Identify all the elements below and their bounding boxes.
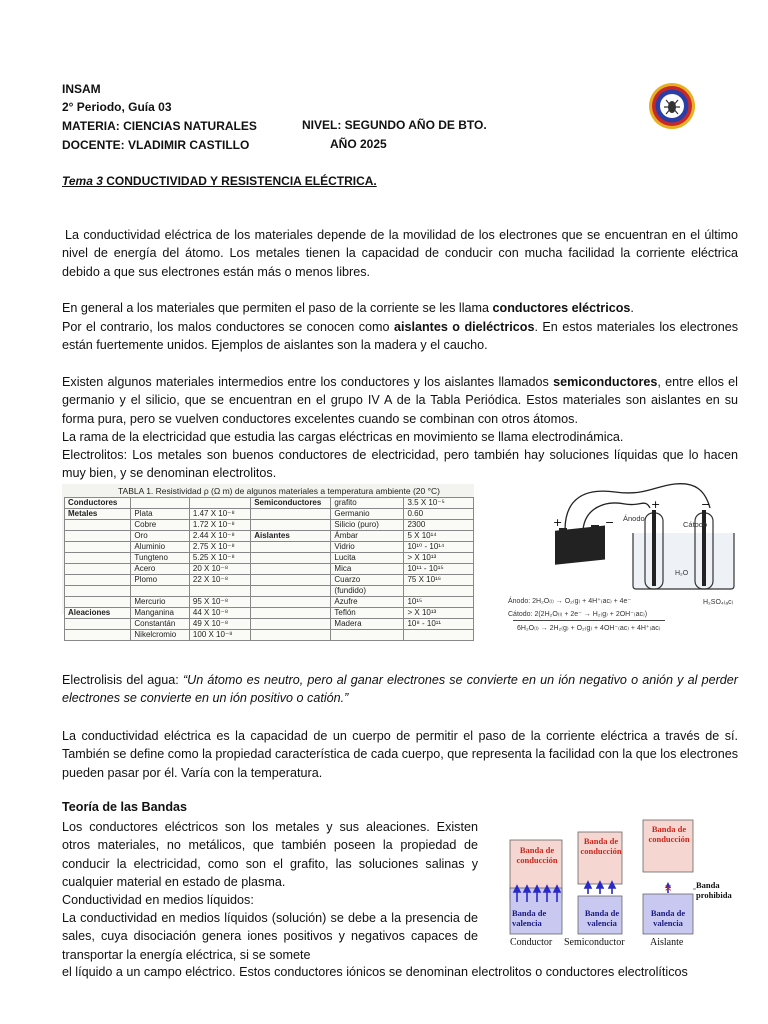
table-cell: Nikelcromio xyxy=(131,630,190,641)
table-row xyxy=(65,586,474,597)
table-cell: 49 X 10⁻⁸ xyxy=(189,619,250,630)
table-cell xyxy=(65,586,131,597)
table-cell: 100 X 10⁻⁸ xyxy=(189,630,250,641)
conductor-caption: Conductor xyxy=(510,937,553,948)
table-cell xyxy=(65,553,131,564)
table-row xyxy=(65,597,474,608)
cathode-label: Cátodo xyxy=(683,520,708,529)
forbidden-band-label: Banda prohibida xyxy=(696,880,732,900)
table-cell: 10⁸ - 10¹¹ xyxy=(404,619,474,630)
insulator-valence-band: Banda de valencia xyxy=(650,908,686,928)
table-cell: > X 10¹³ xyxy=(404,608,474,619)
table-cell: Plata xyxy=(131,509,190,520)
table-row xyxy=(65,531,474,542)
topic-heading xyxy=(62,174,377,188)
conductor-valence-band: Banda de valencia xyxy=(512,908,547,928)
electrolysis-quote: “Un átomo es neutro, pero al ganar electrones se convierte en un ión negativo o anión y al perder electrones se convierte en un ión positivo o catión.” xyxy=(62,673,738,706)
topic-title: CONDUCTIVIDAD Y RESISTENCIA ELÉCTRICA. xyxy=(106,174,377,188)
table-cell: Aluminio xyxy=(131,542,190,553)
table-cell xyxy=(65,630,131,641)
table-cell xyxy=(251,520,331,531)
paragraph-electrolytes: Electrolitos: Los metales son buenos conductores de electricidad, pero también hay soluciones líquidas que lo hacen muy bien, y se denominan electrolitos. xyxy=(62,448,738,481)
insulator-conduction-band: Banda de conducción xyxy=(648,824,690,844)
table-cell xyxy=(251,608,331,619)
table-cell: Aleaciones xyxy=(65,608,131,619)
table-cell: Teflón xyxy=(331,608,404,619)
table-cell: 2.75 X 10⁻⁸ xyxy=(189,542,250,553)
table-cell: Constantán xyxy=(131,619,190,630)
table-cell: 2300 xyxy=(404,520,474,531)
table-cell: Metales xyxy=(65,509,131,520)
paragraph-semiconductors: Existen algunos materiales intermedios entre los conductores y los aislantes llamados semiconductores, entre ellos el germanio y el silicio, que se encuentran en el grupo IV A de la Tabla Periódica. Estos materiales son aislantes en su forma pura, pero se vuelven conductores excelentes cuando se combinan con otros átomos. xyxy=(62,375,738,426)
table-cell: Manganina xyxy=(131,608,190,619)
term-semiconductors: semiconductores xyxy=(553,375,658,389)
table-cell xyxy=(331,630,404,641)
equation-divider xyxy=(513,620,665,621)
table-cell xyxy=(65,542,131,553)
semiconductor-conduction-band: Banda de conducción xyxy=(580,836,622,856)
table-cell: 2.44 X 10⁻⁸ xyxy=(189,531,250,542)
table-cell xyxy=(251,586,331,597)
table-cell: > X 10¹³ xyxy=(404,553,474,564)
acid-label: H₂SO₄₍ₐc₎ xyxy=(703,599,734,606)
table-cell xyxy=(189,498,250,509)
table-cell xyxy=(251,597,331,608)
table-cell xyxy=(251,564,331,575)
table-cell: Mica xyxy=(331,564,404,575)
table-cell: 5 X 10¹⁴ xyxy=(404,531,474,542)
level-line: NIVEL: SEGUNDO AÑO DE BTO. xyxy=(302,118,487,132)
school-name: INSAM xyxy=(62,82,101,96)
table-cell xyxy=(251,542,331,553)
svg-text:+: + xyxy=(553,516,563,529)
water-label: H₂O xyxy=(675,570,689,577)
table-cell xyxy=(404,586,474,597)
paragraph-liquid-heading: Conductividad en medios líquidos: xyxy=(62,893,254,907)
overall-equation: 6H₂O₍ₗ₎ → 2H₂₍g₎ + O₂₍g₎ + 4OH⁻₍ac₎ + 4H⁺₍ac₎ xyxy=(517,625,661,632)
paragraph-conductivity: La conductividad eléctrica es la capacidad de un cuerpo de permitir el paso de la corriente eléctrica a través de sí. También se define como la propiedad característica de cada cuerpo, que representa la facilidad con la que los electrones pueden pasar por él. Varía con la temperatura. xyxy=(62,729,738,780)
svg-text:−: − xyxy=(605,516,615,529)
table-cell: Azufre xyxy=(331,597,404,608)
electrolysis-diagram xyxy=(505,478,745,640)
table-cell: Madera xyxy=(331,619,404,630)
paragraph-band-conductors: Los conductores eléctricos son los metales y sus aleaciones. Existen otros materiales, no metálicos, que también poseen la propiedad de conducir la electricidad, como son el grafito, las soluciones salinas y cualquier material en estado de plasma. xyxy=(62,820,478,889)
table-cell: 10¹⁵ xyxy=(404,597,474,608)
table-cell xyxy=(251,630,331,641)
paragraph-conductors: En general a los materiales que permiten el paso de la corriente se les llama conductores eléctricos. xyxy=(62,301,634,315)
bands-heading: Teoría de las Bandas xyxy=(62,800,188,814)
table-cell: Ámbar xyxy=(331,531,404,542)
table-cell: Conductores xyxy=(65,498,131,509)
table-cell xyxy=(65,575,131,586)
table-cell xyxy=(404,630,474,641)
insulator-caption: Aislante xyxy=(650,937,684,948)
cathode-equation: Cátodo: 2(2H₂O₍ₗ₎ + 2e⁻ → H₂₍g₎ + 2OH⁻₍ac₎) xyxy=(508,611,648,618)
table-cell: Cuarzo xyxy=(331,575,404,586)
table-cell: Silicio (puro) xyxy=(331,520,404,531)
table-cell: Vidrio xyxy=(331,542,404,553)
school-logo-icon xyxy=(648,82,696,130)
band-theory-diagram xyxy=(500,790,750,950)
table-cell xyxy=(65,531,131,542)
term-conductors: conductores eléctricos xyxy=(492,301,631,315)
table-cell: Acero xyxy=(131,564,190,575)
table-cell: 10¹⁰ - 10¹⁴ xyxy=(404,542,474,553)
table-cell xyxy=(65,520,131,531)
table-cell xyxy=(65,619,131,630)
table-cell: Oro xyxy=(131,531,190,542)
period-guide: 2° Periodo, Guía 03 xyxy=(62,100,172,114)
table-row xyxy=(65,498,474,509)
electrolysis-apparatus-icon xyxy=(505,478,745,590)
table-cell: Cobre xyxy=(131,520,190,531)
table-row xyxy=(65,575,474,586)
table-cell: 1.47 X 10⁻⁸ xyxy=(189,509,250,520)
table-cell xyxy=(131,586,190,597)
table-row xyxy=(65,520,474,531)
table-cell: (fundido) xyxy=(331,586,404,597)
table-cell: Lucita xyxy=(331,553,404,564)
table-cell: 20 X 10⁻⁸ xyxy=(189,564,250,575)
resistivity-table-figure xyxy=(62,484,474,639)
svg-text:+: + xyxy=(651,498,661,511)
year-line: AÑO 2025 xyxy=(330,137,387,151)
table-cell: 3.5 X 10⁻⁵ xyxy=(404,498,474,509)
table-caption: TABLA 1. Resistividad ρ (Ω m) de algunos materiales a temperatura ambiente (20 °C) xyxy=(118,486,440,496)
subject-line: MATERIA: CIENCIAS NATURALES xyxy=(62,119,257,133)
teacher-line: DOCENTE: VLADIMIR CASTILLO xyxy=(62,138,250,152)
table-row xyxy=(65,619,474,630)
table-cell: grafito xyxy=(331,498,404,509)
table-cell xyxy=(251,509,331,520)
table-row xyxy=(65,630,474,641)
topic-label: Tema 3 xyxy=(62,174,103,188)
table-cell: Aislantes xyxy=(251,531,331,542)
paragraph-electrodynamics: La rama de la electricidad que estudia las cargas eléctricas en movimiento se llama electrodinámica. xyxy=(62,430,624,444)
table-cell: Germanio xyxy=(331,509,404,520)
table-cell: 44 X 10⁻⁸ xyxy=(189,608,250,619)
anode-label: Ánodo xyxy=(623,514,645,523)
table-row xyxy=(65,564,474,575)
svg-text:−: − xyxy=(701,498,711,511)
table-cell: Tungteno xyxy=(131,553,190,564)
table-cell: 10¹¹ - 10¹⁵ xyxy=(404,564,474,575)
table-cell: 1.72 X 10⁻⁸ xyxy=(189,520,250,531)
table-cell xyxy=(251,553,331,564)
table-cell xyxy=(189,586,250,597)
resistivity-table xyxy=(64,497,474,641)
table-cell xyxy=(65,564,131,575)
table-row xyxy=(65,509,474,520)
table-cell: 95 X 10⁻⁸ xyxy=(189,597,250,608)
table-cell: 22 X 10⁻⁸ xyxy=(189,575,250,586)
table-cell: Mercurio xyxy=(131,597,190,608)
table-row xyxy=(65,608,474,619)
svg-text:×: × xyxy=(664,883,673,894)
table-cell: Plomo xyxy=(131,575,190,586)
paragraph-insulators: Por el contrario, los malos conductores se conocen como aislantes o dieléctricos. En estos materiales los electrones están fuertemente unidos. Ejemplos de aislantes son la madera y el caucho. xyxy=(62,320,738,353)
anode-equation: Ánodo: 2H₂O₍ₗ₎ → O₂₍g₎ + 4H⁺₍ac₎ + 4e⁻ xyxy=(508,598,632,605)
paragraph-liquid-conductivity: La conductividad en medios líquidos (solución) se debe a la presencia de sales, cuya disociación genera iones positivos y negativos capaces de transportar la energía eléctrica, si se somete xyxy=(62,911,478,962)
table-cell: 75 X 10¹⁶ xyxy=(404,575,474,586)
table-cell: 0.60 xyxy=(404,509,474,520)
table-cell xyxy=(65,597,131,608)
table-cell xyxy=(131,498,190,509)
paragraph-ionic-conductors: el líquido a un campo eléctrico. Estos conductores iónicos se denominan electrolitos o conductores electrolíticos xyxy=(62,965,688,979)
semiconductor-valence-band: Banda de valencia xyxy=(584,908,620,928)
semiconductor-caption: Semiconductor xyxy=(564,937,625,948)
table-cell: Semiconductores xyxy=(251,498,331,509)
table-cell xyxy=(251,619,331,630)
paragraph-electrolysis: Electrolisis del agua: “Un átomo es neutro, pero al ganar electrones se convierte en un ión negativo o anión y al perder electrones se convierte en un ión positivo o catión.” xyxy=(62,673,738,706)
term-insulators: aislantes o dieléctricos xyxy=(393,320,535,334)
paragraph-intro: La conductividad eléctrica de los materiales depende de la movilidad de los electrones que se encuentran en el último nivel de energía del átomo. Los metales tienen la capacidad de conducir con mucha facilidad la corriente eléctrica debido a que sus electrones están más o menos libres. xyxy=(62,228,738,279)
conductor-conduction-band: Banda de conducción xyxy=(516,845,558,865)
table-row xyxy=(65,553,474,564)
table-cell xyxy=(251,575,331,586)
table-row xyxy=(65,542,474,553)
table-cell: 5.25 X 10⁻⁸ xyxy=(189,553,250,564)
